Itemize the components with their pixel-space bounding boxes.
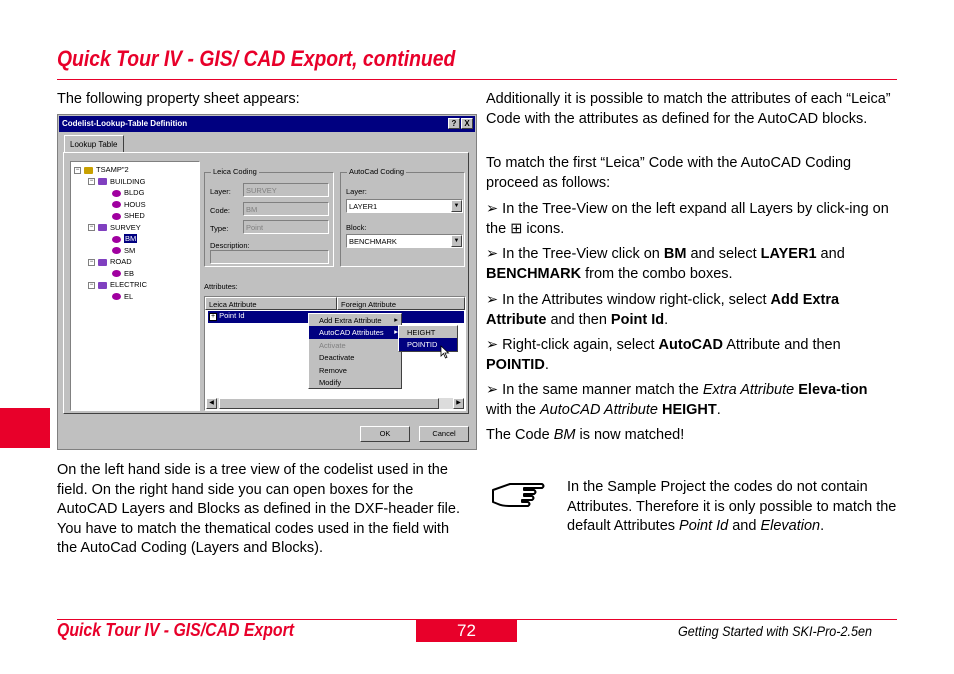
help-button[interactable]: ?: [448, 118, 460, 129]
page-number: 72: [416, 620, 517, 642]
footer-section-title: Quick Tour IV - GIS/CAD Export: [57, 620, 295, 640]
code-icon: [112, 236, 121, 243]
dialog-title: Codelist-Lookup-Table Definition: [62, 119, 188, 128]
menu-item-autocad-attributes[interactable]: AutoCAD Attributes ▸: [309, 326, 401, 338]
tab-lookup-table[interactable]: Lookup Table: [64, 135, 124, 153]
collapse-icon[interactable]: −: [75, 166, 80, 173]
collapse-icon[interactable]: −: [89, 224, 94, 231]
tree-node-label: EL: [124, 291, 134, 301]
tree-node-label: BM: [125, 234, 137, 243]
chevron-down-icon[interactable]: ▼: [451, 235, 462, 247]
page-title: Quick Tour IV - GIS/ CAD Export, continued: [57, 46, 456, 71]
collapse-icon[interactable]: −: [89, 258, 94, 265]
codelist-tree-view[interactable]: [70, 161, 200, 411]
close-button[interactable]: X: [461, 118, 473, 129]
context-menu: [308, 313, 402, 389]
scroll-right-icon[interactable]: ▶: [453, 398, 464, 409]
code-icon: [112, 293, 121, 300]
leica-type-field: Point: [243, 220, 329, 234]
tree-node-hous[interactable]: [102, 200, 146, 209]
dialog-titlebar: [59, 116, 475, 132]
folder-icon: [84, 167, 93, 174]
tree-node-sm[interactable]: [102, 246, 135, 255]
tree-node-survey[interactable]: [88, 223, 141, 232]
autocad-block-label: Block:: [346, 223, 367, 232]
attribute-row[interactable]: [209, 311, 245, 321]
autocad-coding-title: AutoCad Coding: [349, 167, 405, 176]
menu-item-remove[interactable]: Remove: [319, 365, 347, 375]
tree-node-bm[interactable]: [102, 234, 137, 243]
step-select-pointid: ➢ Right-click again, select AutoCAD Attribute and then POINTID.: [486, 337, 841, 373]
tree-node-label: TSAMP"2: [96, 165, 129, 174]
step-select-bm: ➢ In the Tree-View click on BM and select LAYER1 and BENCHMARK from the combo boxes.: [486, 246, 845, 282]
leica-layer-label: Layer:: [210, 187, 231, 196]
right-paragraph-2: To match the first “Leica” Code with the AutoCAD Coding proceed as follows:: [486, 155, 852, 191]
tree-node-label: HOUS: [124, 199, 146, 209]
tree-node-label: SURVEY: [110, 222, 141, 232]
attribute-row-label: Point Id: [219, 311, 245, 320]
step-expand-layers: ➢ In the Tree-View on the left expand all Layers by click-ing on the ⊞ icons.: [486, 201, 889, 237]
code-icon: [112, 213, 121, 220]
leica-type-label: Type:: [210, 224, 229, 233]
tree-node-tsamp2[interactable]: [74, 165, 129, 174]
tree-view-explanation: On the left hand side is a tree view of the codelist used in the field. On the right hand side you can open boxes for the AutoCAD Layers and Blocks as defined in the DXF-header file. You have to match the thematical codes used in the field with the AutoCad Coding (Layers and Blocks).: [57, 462, 460, 556]
column-header-leica[interactable]: Leica Attribute: [205, 297, 337, 310]
cancel-button[interactable]: Cancel: [419, 426, 469, 442]
tree-node-bldg[interactable]: [102, 188, 144, 197]
column-header-foreign[interactable]: Foreign Attribute: [337, 297, 465, 310]
tree-node-label: ELECTRIC: [110, 280, 148, 289]
horizontal-scrollbar[interactable]: [206, 398, 464, 409]
pointing-hand-icon: [490, 478, 546, 514]
scroll-left-icon[interactable]: ◀: [206, 398, 217, 409]
tree-node-electric[interactable]: [88, 280, 147, 289]
tree-node-label: BLDG: [124, 188, 145, 197]
tree-node-label: SM: [124, 245, 136, 255]
tree-node-shed[interactable]: [102, 211, 145, 220]
menu-item-deactivate[interactable]: Deactivate: [319, 353, 355, 363]
leica-coding-group: [204, 167, 334, 267]
tree-node-label: SHED: [124, 211, 145, 220]
note-text: In the Sample Project the codes do not contain Attributes. Therefore it is only possible to match the default Attributes Point Id and Elevation.: [567, 479, 897, 534]
leica-coding-title: Leica Coding: [213, 167, 257, 176]
autocad-layer-value: LAYER1: [349, 202, 378, 211]
collapse-icon[interactable]: −: [89, 178, 94, 185]
layer-icon: [98, 178, 107, 185]
menu-item-add-extra-attribute[interactable]: Add Extra Attribute ▸: [319, 315, 398, 325]
ok-button[interactable]: OK: [360, 426, 410, 442]
autocad-layer-combo[interactable]: [346, 199, 463, 213]
menu-item-activate[interactable]: Activate: [319, 340, 346, 350]
mouse-cursor-icon: [440, 345, 450, 359]
autocad-coding-group: [340, 167, 465, 267]
step-match-elevation: ➢ In the same manner match the Extra Attribute Eleva-tion with the AutoCAD Attribute HEIGHT.: [486, 382, 868, 418]
right-paragraph-1: Additionally it is possible to match the attributes of each “Leica” Code with the attributes as defined for the AutoCAD blocks.: [486, 91, 891, 127]
expand-icon[interactable]: +: [210, 313, 216, 320]
leica-code-label: Code:: [210, 206, 231, 215]
layer-icon: [98, 224, 107, 231]
scroll-thumb[interactable]: [219, 398, 439, 409]
code-icon: [112, 201, 121, 208]
side-tab-marker: [0, 408, 50, 448]
intro-text: The following property sheet appears:: [57, 91, 300, 107]
code-icon: [112, 270, 121, 277]
leica-code-field: BM: [243, 202, 329, 216]
leica-description-label: Description:: [210, 241, 250, 250]
autocad-layer-label: Layer:: [346, 187, 367, 196]
submenu-item-height[interactable]: HEIGHT: [407, 328, 436, 337]
leica-layer-field: SURVEY: [243, 183, 329, 197]
tree-node-el[interactable]: [102, 292, 133, 301]
autocad-block-combo[interactable]: [346, 234, 463, 248]
expand-icon: ⊞: [510, 220, 523, 237]
layer-icon: [98, 282, 107, 289]
code-icon: [112, 247, 121, 254]
autocad-block-value: BENCHMARK: [349, 237, 397, 246]
submenu-item-pointid[interactable]: POINTID: [399, 338, 457, 350]
layer-icon: [98, 259, 107, 266]
tree-node-label: EB: [124, 268, 135, 278]
footer-document-title: Getting Started with SKI-Pro-2.5en: [678, 623, 873, 639]
header-rule: [57, 79, 897, 80]
menu-item-modify[interactable]: Modify: [319, 377, 342, 387]
tree-node-label: BUILDING: [110, 176, 146, 186]
tree-node-building[interactable]: [88, 177, 145, 186]
collapse-icon[interactable]: −: [89, 281, 94, 288]
tree-node-eb[interactable]: [102, 269, 134, 278]
chevron-down-icon[interactable]: ▼: [451, 200, 462, 212]
code-icon: [112, 190, 121, 197]
step-matched: The Code BM is now matched!: [486, 427, 685, 443]
lookup-table-dialog: [57, 114, 477, 450]
leica-description-field: [210, 250, 329, 264]
step-add-extra-attribute: ➢ In the Attributes window right-click, select Add Extra Attribute and then Point Id.: [486, 292, 840, 328]
tree-node-label: ROAD: [110, 257, 132, 266]
tree-node-road[interactable]: [88, 257, 132, 266]
attributes-label: Attributes:: [204, 282, 238, 291]
